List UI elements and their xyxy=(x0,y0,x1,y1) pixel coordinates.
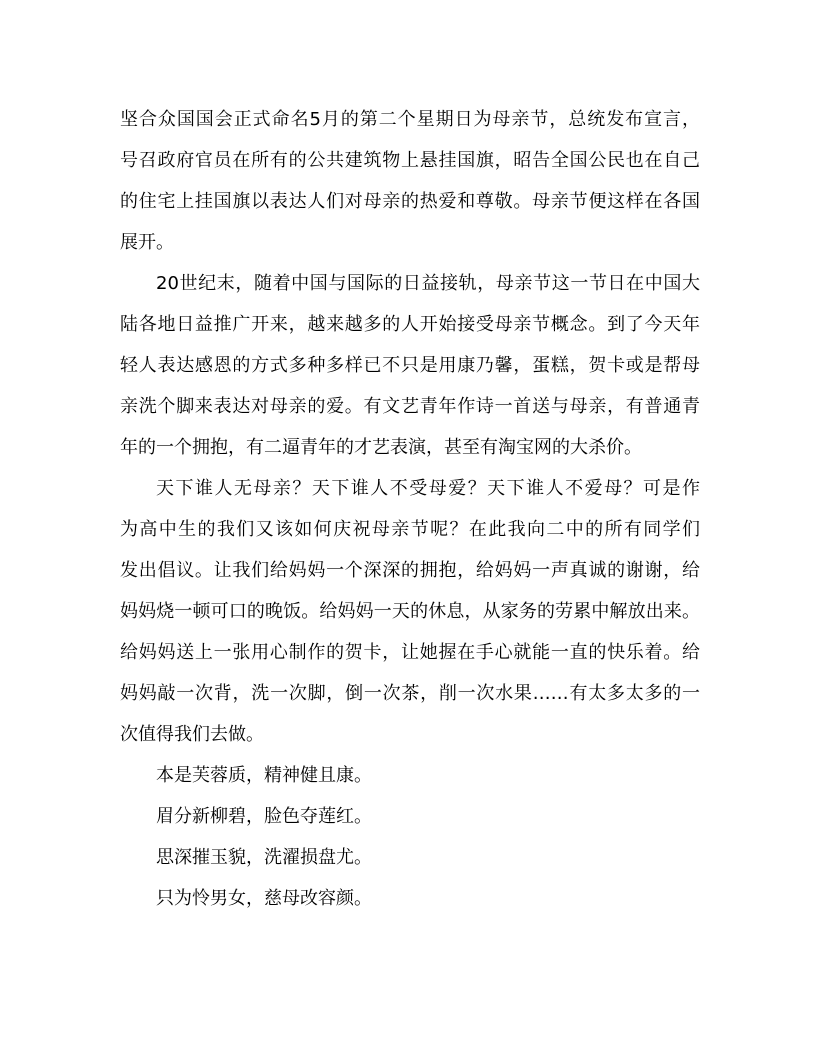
text-line: 妈妈敲一次背，洗一次脚，倒一次茶，削一次水果……有太多太多的一 xyxy=(120,683,700,704)
text-line: 给妈妈送上一张用心制作的贺卡，让她握在手心就能一直的快乐着。给 xyxy=(120,642,700,663)
text-line: 轻人表达感恩的方式多种多样已不只是用康乃馨，蛋糕，贺卡或是帮母 xyxy=(120,355,700,376)
text-line: 坚合众国国会正式命名5月的第二个星期日为母亲节，总统发布宣言， xyxy=(120,109,700,130)
poem-line: 只为怜男女，慈母改容颜。 xyxy=(156,888,372,909)
text-line: 号召政府官员在所有的公共建筑物上悬挂国旗，昭告全国公民也在自己 xyxy=(120,150,700,171)
text-line: 的住宅上挂国旗以表达人们对母亲的热爱和尊敬。母亲节便这样在各国 xyxy=(120,191,700,212)
poem-line: 眉分新柳碧，脸色夺莲红。 xyxy=(156,806,372,827)
text-line: 年的一个拥抱，有二逼青年的才艺表演，甚至有淘宝网的大杀价。 xyxy=(120,437,642,458)
poem-line: 本是芙蓉质，精神健且康。 xyxy=(156,765,372,786)
text-line: 20世纪末，随着中国与国际的日益接轨，母亲节这一节日在中国大 xyxy=(156,273,700,294)
text-line: 为高中生的我们又该如何庆祝母亲节呢？在此我向二中的所有同学们 xyxy=(120,519,700,540)
text-line: 陆各地日益推广开来，越来越多的人开始接受母亲节概念。到了今天年 xyxy=(120,314,700,335)
text-line: 妈妈烧一顿可口的晚饭。给妈妈一天的休息，从家务的劳累中解放出来。 xyxy=(120,601,700,622)
text-line: 亲洗个脚来表达对母亲的爱。有文艺青年作诗一首送与母亲，有普通青 xyxy=(120,396,700,417)
text-line: 次值得我们去做。 xyxy=(120,724,264,745)
text-line: 展开。 xyxy=(120,232,174,253)
poem-line: 思深摧玉貌，洗濯损盘尤。 xyxy=(156,847,372,868)
text-line: 发出倡议。让我们给妈妈一个深深的拥抱，给妈妈一声真诚的谢谢，给 xyxy=(120,560,700,581)
text-line: 天下谁人无母亲？天下谁人不受母爱？天下谁人不爱母？可是作 xyxy=(156,478,700,499)
